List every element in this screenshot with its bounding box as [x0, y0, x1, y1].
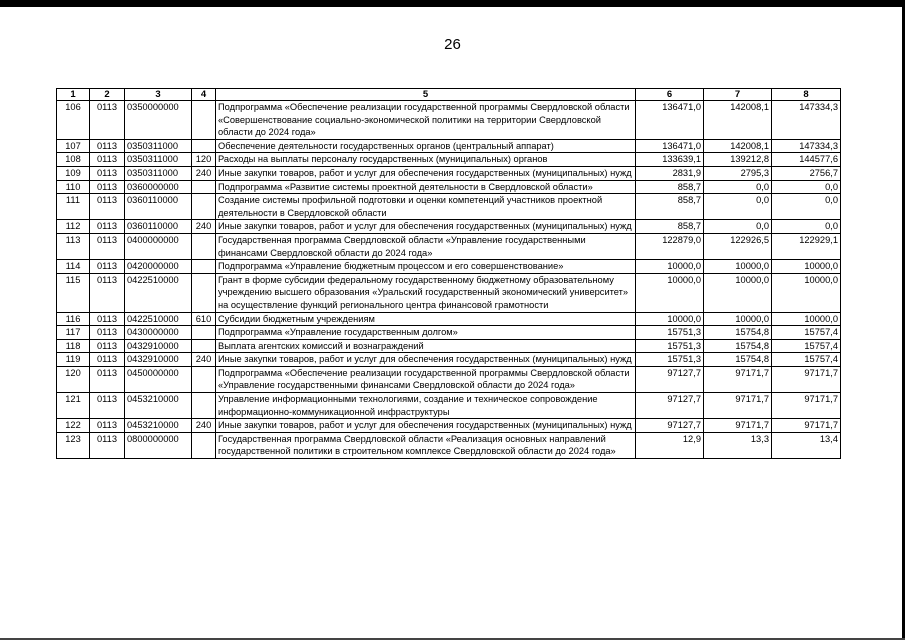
target-article-code-cell: 0360110000	[125, 220, 192, 234]
item-name-cell: Подпрограмма «Развитие системы проектной деятельности в Свердловской области»	[216, 180, 636, 194]
target-article-code-cell: 0420000000	[125, 260, 192, 274]
target-article-code-cell: 0360110000	[125, 194, 192, 220]
target-article-code-cell: 0800000000	[125, 432, 192, 458]
section-code-cell: 0113	[90, 393, 125, 419]
section-code-cell: 0113	[90, 273, 125, 312]
amount-col6-cell: 15751,3	[636, 353, 704, 367]
item-name-cell: Выплата агентских комиссий и вознаграждений	[216, 339, 636, 353]
table-row	[57, 419, 841, 433]
header-row	[57, 89, 841, 101]
amount-col8-cell: 147334,3	[772, 101, 841, 140]
header-cell: 2	[90, 89, 125, 101]
amount-col7-cell: 0,0	[704, 194, 772, 220]
section-code-cell: 0113	[90, 260, 125, 274]
table-row	[57, 220, 841, 234]
amount-col7-cell: 97171,7	[704, 366, 772, 392]
expense-type-code-cell: 610	[192, 312, 216, 326]
expense-type-code-cell	[192, 339, 216, 353]
table-row	[57, 326, 841, 340]
item-name-cell: Подпрограмма «Управление бюджетным процессом и его совершенствование»	[216, 260, 636, 274]
amount-col7-cell: 10000,0	[704, 312, 772, 326]
amount-col6-cell: 15751,3	[636, 326, 704, 340]
item-name-cell: Иные закупки товаров, работ и услуг для обеспечения государственных (муниципальных) нужд	[216, 220, 636, 234]
row-number-cell: 118	[57, 339, 90, 353]
item-name-cell: Расходы на выплаты персоналу государственных (муниципальных) органов	[216, 153, 636, 167]
item-name-cell: Подпрограмма «Обеспечение реализации государственной программы Свердловской области «Управление государственными финансами Свердловской области до 2024 года»	[216, 366, 636, 392]
amount-col8-cell: 122929,1	[772, 233, 841, 259]
row-number-cell: 123	[57, 432, 90, 458]
section-code-cell: 0113	[90, 326, 125, 340]
item-name-cell: Подпрограмма «Обеспечение реализации государственной программы Свердловской области «Совершенствование социально-экономической политики на территории Свердловской области до 2024 года»	[216, 101, 636, 140]
amount-col7-cell: 10000,0	[704, 273, 772, 312]
row-number-cell: 109	[57, 166, 90, 180]
table-row	[57, 101, 841, 140]
amount-col6-cell: 136471,0	[636, 139, 704, 153]
header-cell: 8	[772, 89, 841, 101]
expense-type-code-cell: 240	[192, 166, 216, 180]
amount-col8-cell: 0,0	[772, 194, 841, 220]
item-name-cell: Иные закупки товаров, работ и услуг для обеспечения государственных (муниципальных) нужд	[216, 353, 636, 367]
target-article-code-cell: 0430000000	[125, 326, 192, 340]
page-number: 26	[444, 36, 461, 53]
target-article-code-cell: 0350311000	[125, 166, 192, 180]
amount-col8-cell: 0,0	[772, 220, 841, 234]
row-number-cell: 115	[57, 273, 90, 312]
expense-type-code-cell	[192, 432, 216, 458]
target-article-code-cell: 0422510000	[125, 312, 192, 326]
amount-col6-cell: 10000,0	[636, 273, 704, 312]
amount-col8-cell: 2756,7	[772, 166, 841, 180]
expense-type-code-cell: 240	[192, 419, 216, 433]
amount-col6-cell: 858,7	[636, 180, 704, 194]
expense-type-code-cell	[192, 393, 216, 419]
amount-col6-cell: 10000,0	[636, 260, 704, 274]
row-number-cell: 122	[57, 419, 90, 433]
section-code-cell: 0113	[90, 419, 125, 433]
amount-col8-cell: 15757,4	[772, 326, 841, 340]
amount-col7-cell: 122926,5	[704, 233, 772, 259]
row-number-cell: 106	[57, 101, 90, 140]
row-number-cell: 107	[57, 139, 90, 153]
table-row	[57, 139, 841, 153]
table-row	[57, 353, 841, 367]
section-code-cell: 0113	[90, 312, 125, 326]
target-article-code-cell: 0350311000	[125, 153, 192, 167]
table-body	[57, 101, 841, 459]
target-article-code-cell: 0453210000	[125, 419, 192, 433]
expense-type-code-cell	[192, 180, 216, 194]
target-article-code-cell: 0453210000	[125, 393, 192, 419]
amount-col6-cell: 97127,7	[636, 366, 704, 392]
table-row	[57, 194, 841, 220]
amount-col7-cell: 10000,0	[704, 260, 772, 274]
amount-col8-cell: 147334,3	[772, 139, 841, 153]
header-cell: 4	[192, 89, 216, 101]
header-cell: 6	[636, 89, 704, 101]
amount-col6-cell: 858,7	[636, 220, 704, 234]
amount-col7-cell: 2795,3	[704, 166, 772, 180]
expense-type-code-cell	[192, 194, 216, 220]
section-code-cell: 0113	[90, 194, 125, 220]
amount-col7-cell: 142008,1	[704, 101, 772, 140]
table-row	[57, 393, 841, 419]
item-name-cell: Грант в форме субсидии федеральному государственному бюджетному образовательному учреждению высшего образования «Уральский государственный экономический университет» на осуществление функций регионального центра финансовой грамотности	[216, 273, 636, 312]
table-row	[57, 312, 841, 326]
header-cell: 3	[125, 89, 192, 101]
target-article-code-cell: 0350000000	[125, 101, 192, 140]
amount-col6-cell: 97127,7	[636, 393, 704, 419]
item-name-cell: Субсидии бюджетным учреждениям	[216, 312, 636, 326]
section-code-cell: 0113	[90, 180, 125, 194]
item-name-cell: Государственная программа Свердловской области «Реализация основных направлений государственной политики в строительном комплексе Свердловской области до 2024 года»	[216, 432, 636, 458]
expense-type-code-cell	[192, 326, 216, 340]
amount-col6-cell: 133639,1	[636, 153, 704, 167]
amount-col6-cell: 15751,3	[636, 339, 704, 353]
header-cell: 7	[704, 89, 772, 101]
row-number-cell: 111	[57, 194, 90, 220]
amount-col7-cell: 15754,8	[704, 339, 772, 353]
row-number-cell: 114	[57, 260, 90, 274]
target-article-code-cell: 0400000000	[125, 233, 192, 259]
item-name-cell: Подпрограмма «Управление государственным долгом»	[216, 326, 636, 340]
table-row	[57, 153, 841, 167]
item-name-cell: Иные закупки товаров, работ и услуг для обеспечения государственных (муниципальных) нужд	[216, 419, 636, 433]
row-number-cell: 116	[57, 312, 90, 326]
target-article-code-cell: 0450000000	[125, 366, 192, 392]
section-code-cell: 0113	[90, 166, 125, 180]
section-code-cell: 0113	[90, 366, 125, 392]
section-code-cell: 0113	[90, 432, 125, 458]
section-code-cell: 0113	[90, 339, 125, 353]
item-name-cell: Создание системы профильной подготовки и оценки компетенций участников проектной деятельности в Свердловской области	[216, 194, 636, 220]
target-article-code-cell: 0432910000	[125, 339, 192, 353]
header-cell: 5	[216, 89, 636, 101]
amount-col8-cell: 10000,0	[772, 260, 841, 274]
amount-col8-cell: 10000,0	[772, 312, 841, 326]
amount-col6-cell: 12,9	[636, 432, 704, 458]
table-row	[57, 166, 841, 180]
amount-col8-cell: 15757,4	[772, 339, 841, 353]
item-name-cell: Обеспечение деятельности государственных органов (центральный аппарат)	[216, 139, 636, 153]
section-code-cell: 0113	[90, 153, 125, 167]
table-row	[57, 233, 841, 259]
target-article-code-cell: 0422510000	[125, 273, 192, 312]
expense-type-code-cell: 240	[192, 220, 216, 234]
row-number-cell: 110	[57, 180, 90, 194]
table-row	[57, 180, 841, 194]
amount-col7-cell: 15754,8	[704, 326, 772, 340]
expense-type-code-cell	[192, 260, 216, 274]
expense-type-code-cell	[192, 139, 216, 153]
amount-col7-cell: 142008,1	[704, 139, 772, 153]
item-name-cell: Государственная программа Свердловской области «Управление государственными финансами Свердловской области до 2024 года»	[216, 233, 636, 259]
section-code-cell: 0113	[90, 353, 125, 367]
expense-type-code-cell	[192, 233, 216, 259]
amount-col6-cell: 858,7	[636, 194, 704, 220]
amount-col6-cell: 122879,0	[636, 233, 704, 259]
row-number-cell: 119	[57, 353, 90, 367]
section-code-cell: 0113	[90, 233, 125, 259]
header-cell: 1	[57, 89, 90, 101]
amount-col8-cell: 15757,4	[772, 353, 841, 367]
amount-col7-cell: 15754,8	[704, 353, 772, 367]
item-name-cell: Иные закупки товаров, работ и услуг для обеспечения государственных (муниципальных) нужд	[216, 166, 636, 180]
row-number-cell: 117	[57, 326, 90, 340]
expense-type-code-cell: 120	[192, 153, 216, 167]
target-article-code-cell: 0432910000	[125, 353, 192, 367]
target-article-code-cell: 0350311000	[125, 139, 192, 153]
expense-type-code-cell	[192, 101, 216, 140]
amount-col7-cell: 97171,7	[704, 419, 772, 433]
table-row	[57, 260, 841, 274]
table-row	[57, 339, 841, 353]
amount-col8-cell: 97171,7	[772, 419, 841, 433]
amount-col8-cell: 144577,6	[772, 153, 841, 167]
table-row	[57, 273, 841, 312]
amount-col7-cell: 97171,7	[704, 393, 772, 419]
amount-col6-cell: 10000,0	[636, 312, 704, 326]
section-code-cell: 0113	[90, 220, 125, 234]
amount-col8-cell: 97171,7	[772, 393, 841, 419]
row-number-cell: 112	[57, 220, 90, 234]
amount-col8-cell: 97171,7	[772, 366, 841, 392]
amount-col7-cell: 0,0	[704, 180, 772, 194]
section-code-cell: 0113	[90, 139, 125, 153]
amount-col6-cell: 97127,7	[636, 419, 704, 433]
target-article-code-cell: 0360000000	[125, 180, 192, 194]
amount-col7-cell: 0,0	[704, 220, 772, 234]
amount-col8-cell: 10000,0	[772, 273, 841, 312]
amount-col8-cell: 0,0	[772, 180, 841, 194]
row-number-cell: 120	[57, 366, 90, 392]
expense-type-code-cell	[192, 366, 216, 392]
table-row	[57, 366, 841, 392]
item-name-cell: Управление информационными технологиями, создание и техническое сопровождение информационно-коммуникационной инфраструктуры	[216, 393, 636, 419]
amount-col6-cell: 136471,0	[636, 101, 704, 140]
budget-table	[56, 88, 841, 459]
amount-col6-cell: 2831,9	[636, 166, 704, 180]
row-number-cell: 121	[57, 393, 90, 419]
section-code-cell: 0113	[90, 101, 125, 140]
scan-top-border	[0, 0, 905, 7]
expense-type-code-cell	[192, 273, 216, 312]
amount-col7-cell: 13,3	[704, 432, 772, 458]
amount-col8-cell: 13,4	[772, 432, 841, 458]
table-row	[57, 432, 841, 458]
row-number-cell: 113	[57, 233, 90, 259]
amount-col7-cell: 139212,8	[704, 153, 772, 167]
row-number-cell: 108	[57, 153, 90, 167]
expense-type-code-cell: 240	[192, 353, 216, 367]
